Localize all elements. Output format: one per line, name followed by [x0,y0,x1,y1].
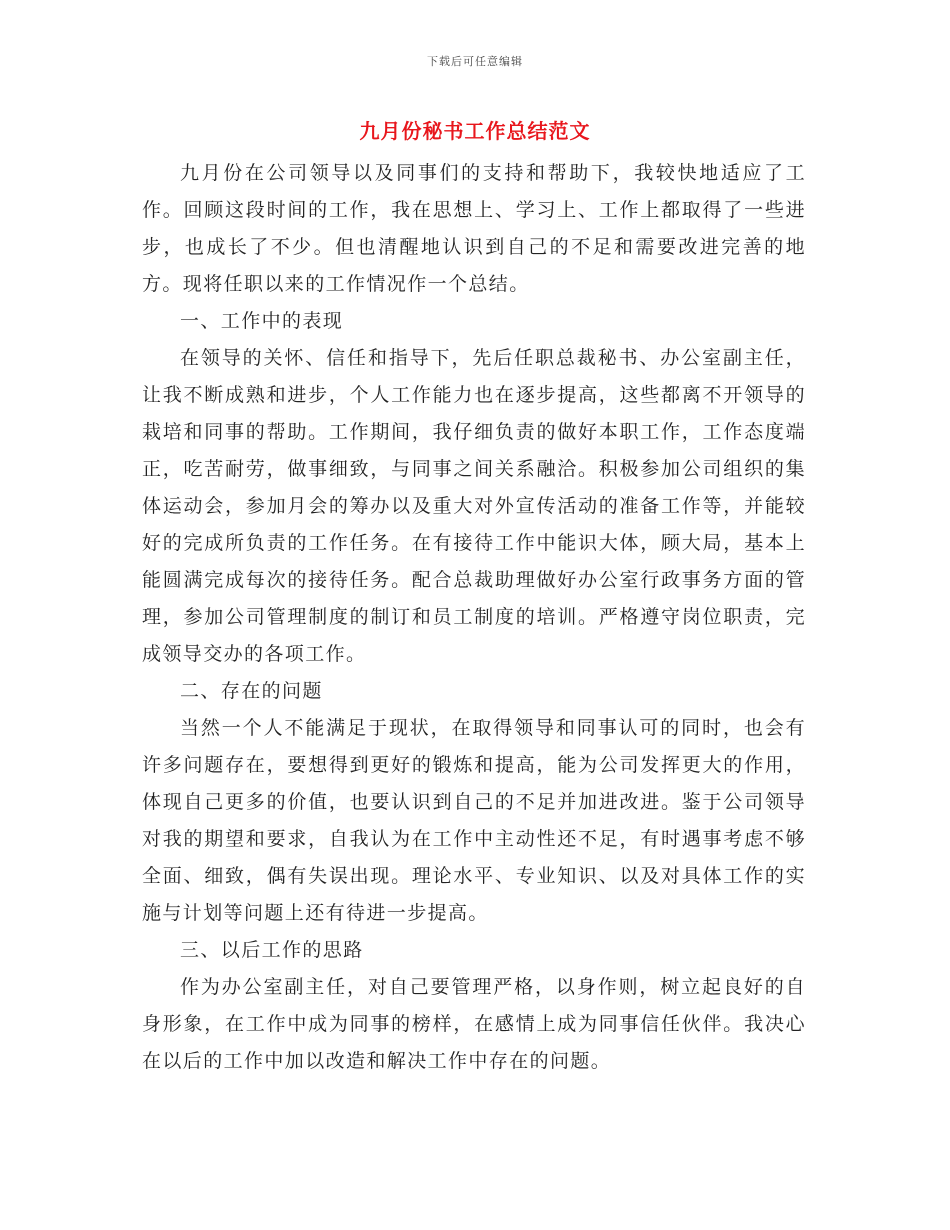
section-heading-performance: 一、工作中的表现 [180,310,344,332]
document-body [142,155,806,1080]
intro-paragraph: 九月份在公司领导以及同事们的支持和帮助下，我较快地适应了工作。回顾这段时间的工作，我在思想上、学习上、工作上都取得了一些进步，也成长了不少。但也清醒地认识到自己的不足和需要改进完善的地方。现将任职以来的工作情况作一个总结。 [142,162,806,295]
header-note: 下载后可任意编辑 [427,55,523,68]
future-plans-paragraph: 作为办公室副主任，对自己要管理严格，以身作则，树立起良好的自身形象，在工作中成为同事的榜样，在感情上成为同事信任伙伴。我决心在以后的工作中加以改造和解决工作中存在的问题。 [142,976,806,1072]
section-heading-future-plans: 三、以后工作的思路 [180,939,364,961]
document-title: 九月份秘书工作总结范文 [359,119,591,143]
problems-paragraph: 当然一个人不能满足于现状，在取得领导和同事认可的同时，也会有许多问题存在，要想得到更好的锻炼和提高，能为公司发挥更大的作用，体现自己更多的价值，也要认识到自己的不足并加进改进。鉴于公司领导对我的期望和要求，自我认为在工作中主动性还不足，有时遇事考虑不够全面、细致，偶有失误出现。理论水平、专业知识、以及对具体工作的实施与计划等问题上还有待进一步提高。 [142,717,806,924]
performance-paragraph: 在领导的关怀、信任和指导下，先后任职总裁秘书、办公室副主任，让我不断成熟和进步，个人工作能力也在逐步提高，这些都离不开领导的栽培和同事的帮助。工作期间，我仔细负责的做好本职工作，工作态度端正，吃苦耐劳，做事细致，与同事之间关系融洽。积极参加公司组织的集体运动会，参加月会的筹办以及重大对外宣传活动的准备工作等，并能较好的完成所负责的工作任务。在有接待工作中能识大体，顾大局，基本上能圆满完成每次的接待任务。配合总裁助理做好办公室行政事务方面的管理，参加公司管理制度的制订和员工制度的培训。严格遵守岗位职责，完成领导交办的各项工作。 [142,347,806,665]
section-heading-problems: 二、存在的问题 [180,680,323,702]
